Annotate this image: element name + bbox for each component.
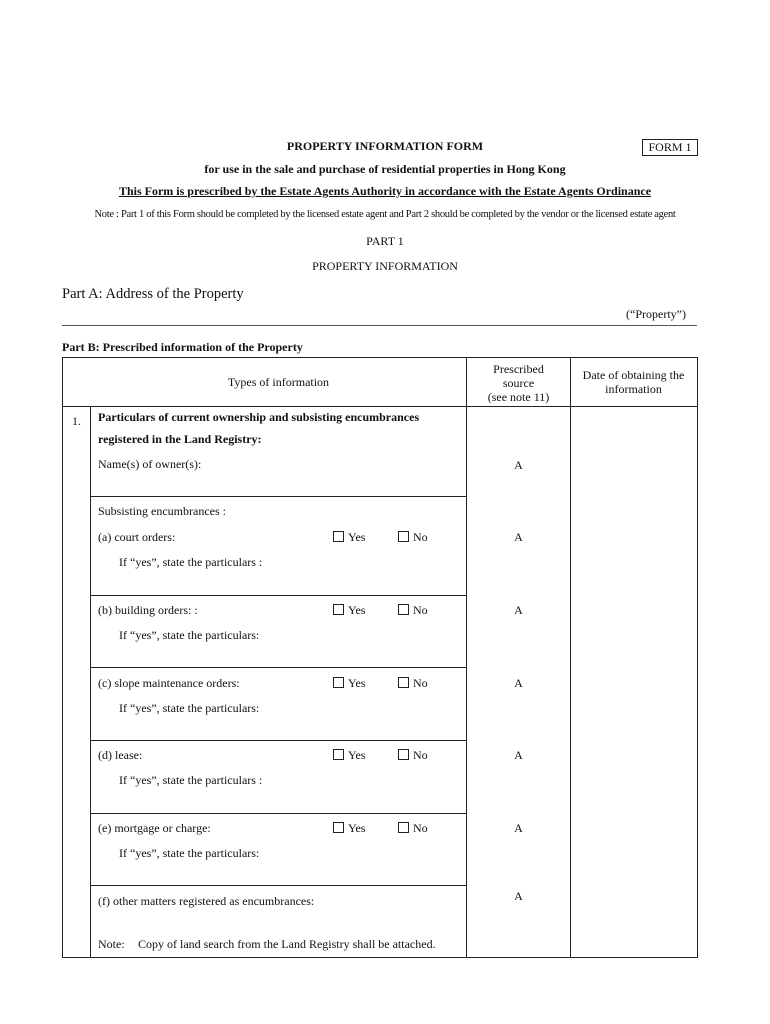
checkbox-icon [398,531,409,542]
source-value: A [514,676,523,690]
no-label: No [413,530,428,544]
table-divider [90,406,91,957]
particulars-prompt: If “yes”, state the particulars: [119,628,260,642]
yes-checkbox[interactable] [333,676,365,691]
checkbox-icon [398,677,409,688]
no-label: No [413,603,428,617]
source-value: A [514,821,523,835]
yes-checkbox[interactable] [333,748,365,763]
address-line[interactable] [62,325,697,326]
no-checkbox[interactable] [398,603,428,618]
yes-checkbox[interactable] [333,603,365,618]
prescribed-info-table [62,357,698,958]
source-value: A [514,458,523,472]
particulars-prompt: If “yes”, state the particulars: [119,846,260,860]
encumbrance-label: (d) lease: [98,748,143,762]
table-divider [62,406,697,407]
checkbox-icon [333,604,344,615]
part-a-heading: Part A: Address of the Property [62,286,244,302]
table-divider [90,740,467,741]
checkbox-icon [333,749,344,760]
item-heading: registered in the Land Registry: [98,432,262,446]
checkbox-icon [333,822,344,833]
encumbrance-label: (a) court orders: [98,530,176,544]
yes-label: Yes [348,748,366,762]
source-value: A [514,748,523,762]
no-checkbox[interactable] [398,530,428,545]
date-header-line: information [605,382,662,396]
checkbox-icon [398,822,409,833]
no-checkbox[interactable] [398,821,428,836]
table-divider [90,885,467,886]
property-label: (“Property”) [626,307,686,321]
particulars-prompt: If “yes”, state the particulars : [119,555,263,569]
source-header-line: (see note 11) [487,390,550,404]
yes-checkbox[interactable] [333,821,365,836]
encumbrance-label: (f) other matters registered as encumbrances: [98,894,315,908]
no-label: No [413,676,428,690]
yes-label: Yes [348,821,366,835]
no-label: No [413,748,428,762]
encumbrance-label: (e) mortgage or charge: [98,821,211,835]
column-header-types: Types of information [227,375,330,389]
encumbrance-label: (c) slope maintenance orders: [98,676,240,690]
encumbrances-label: Subsisting encumbrances : [98,504,226,518]
checkbox-icon [398,604,409,615]
table-divider [466,357,467,957]
footer-note-label: Note: [98,937,125,951]
form-subtitle: for use in the sale and purchase of residential properties in Hong Kong [204,162,566,176]
part-heading: PART 1 [366,234,404,248]
source-header-line: Prescribed [493,362,544,376]
source-header-line: source [502,376,535,390]
part-b-heading: Part B: Prescribed information of the Property [62,340,303,354]
owners-label: Name(s) of owner(s): [98,457,202,471]
source-value: A [514,603,523,617]
date-header-line: Date of obtaining the [582,368,685,382]
form-title: PROPERTY INFORMATION FORM [286,139,484,153]
no-checkbox[interactable] [398,676,428,691]
footer-note-text: Copy of land search from the Land Registry shall be attached. [138,937,436,951]
column-header-source [467,362,570,404]
checkbox-icon [333,677,344,688]
item-number: 1. [72,414,81,428]
item-heading: Particulars of current ownership and subsisting encumbrances [98,410,420,424]
table-divider [90,667,467,668]
particulars-prompt: If “yes”, state the particulars : [119,773,263,787]
checkbox-icon [333,531,344,542]
no-checkbox[interactable] [398,748,428,763]
yes-label: Yes [348,603,366,617]
form-number-badge: FORM 1 [642,139,698,156]
section-heading: PROPERTY INFORMATION [312,259,458,273]
particulars-prompt: If “yes”, state the particulars: [119,701,260,715]
column-header-date [571,368,696,396]
source-value: A [514,530,523,544]
table-divider [570,357,571,957]
prescribed-statement: This Form is prescribed by the Estate Agents Authority in accordance with the Estate Agents Ordinance [118,184,652,198]
completion-note: Note : Part 1 of this Form should be completed by the licensed estate agent and Part 2 should be completed by the vendor or the licensed estate agent [94,209,676,220]
table-divider [90,496,467,497]
yes-label: Yes [348,530,366,544]
source-value: A [514,889,523,903]
no-label: No [413,821,428,835]
checkbox-icon [398,749,409,760]
yes-checkbox[interactable] [333,530,365,545]
encumbrance-label: (b) building orders: : [98,603,198,617]
table-divider [90,595,467,596]
yes-label: Yes [348,676,366,690]
table-divider [90,813,467,814]
